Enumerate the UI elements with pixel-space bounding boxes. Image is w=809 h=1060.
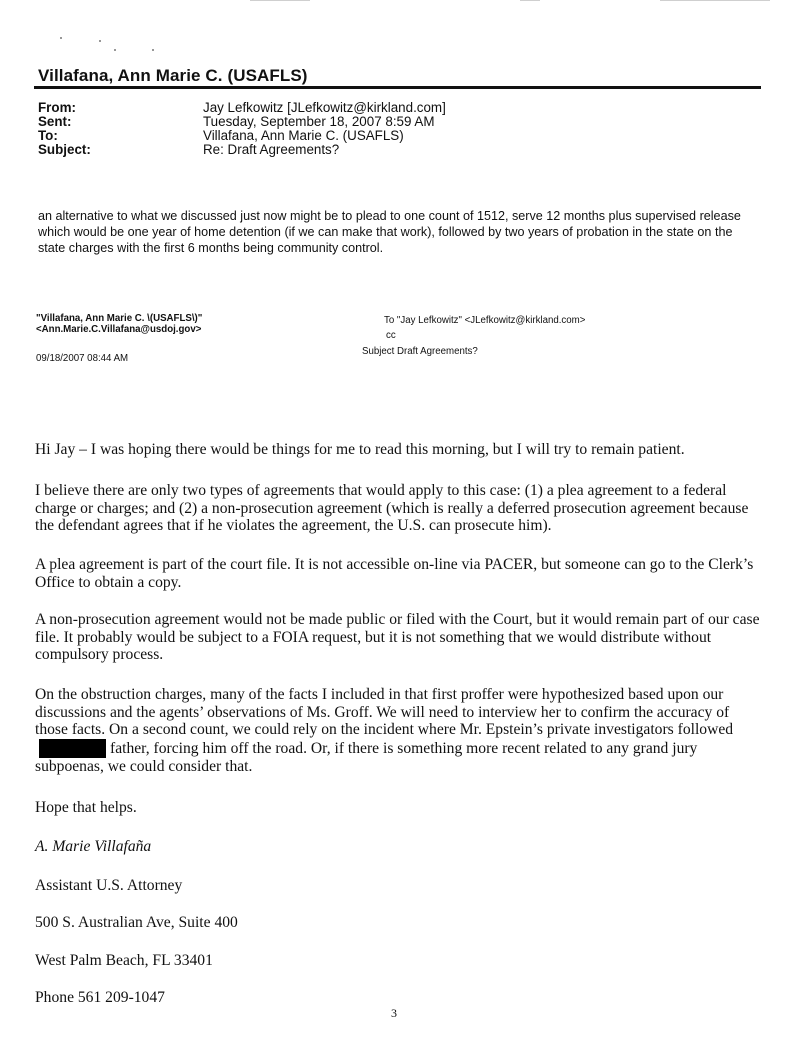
redaction-box bbox=[39, 739, 106, 758]
quoted-subject: Subject Draft Agreements? bbox=[362, 346, 478, 357]
title-rule bbox=[34, 86, 761, 89]
scan-speck bbox=[114, 49, 116, 51]
header-value: Tuesday, September 18, 2007 8:59 AM bbox=[203, 114, 435, 129]
header-row-from bbox=[38, 101, 446, 115]
scan-edge-line bbox=[250, 0, 310, 1]
quoted-from-email: <Ann.Marie.C.Villafana@usdoj.gov> bbox=[36, 324, 202, 335]
signature-phone: Phone 561 209-1047 bbox=[35, 989, 165, 1006]
scan-edge-line bbox=[520, 0, 540, 1]
header-label: To: bbox=[38, 128, 58, 143]
obstruction-text-after: father, forcing him off the road. Or, if there is something more recent related to any grand jury subpoenas, we could consider that. bbox=[35, 739, 698, 775]
body-paragraph-agreement-types: I believe there are only two types of agreements that would apply to this case: (1) a plea agreement to a federal charge or charges; and (2) a non-prosecution agreement (which is really a deferred prosecution agreement because the defendant agrees that if he violates the agreement, the U.S. can prosecute him). bbox=[35, 482, 749, 534]
header-label: Sent: bbox=[38, 114, 72, 129]
header-value: Re: Draft Agreements? bbox=[203, 142, 340, 157]
reply-body: an alternative to what we discussed just now might be to plead to one count of 1512, serve 12 months plus supervised release which would be one year of home detention (if we can make that work), followed by two years of probation in the state on the state charges with the first 6 months being community control. bbox=[38, 209, 741, 255]
body-paragraph-closing: Hope that helps. bbox=[35, 799, 137, 816]
header-label: From: bbox=[38, 100, 76, 115]
page-number: 3 bbox=[391, 1006, 397, 1020]
email-header bbox=[38, 101, 446, 157]
header-row-subject bbox=[38, 143, 446, 157]
signature-name: A. Marie Villafaña bbox=[35, 838, 152, 855]
header-value: Villafana, Ann Marie C. (USAFLS) bbox=[203, 128, 404, 143]
header-row-to bbox=[38, 129, 446, 143]
header-label: Subject: bbox=[38, 142, 91, 157]
scan-speck bbox=[99, 40, 101, 42]
quoted-from-name: "Villafana, Ann Marie C. \(USAFLS\)" bbox=[36, 313, 203, 324]
scan-edge-line bbox=[660, 0, 770, 1]
body-paragraph-plea: A plea agreement is part of the court file. It is not accessible on-line via PACER, but someone can go to the Clerk’s Office to obtain a copy. bbox=[35, 556, 754, 591]
quoted-cc: cc bbox=[386, 330, 396, 341]
body-paragraph-non-prosecution: A non-prosecution agreement would not be made public or filed with the Court, but it would remain part of our case file. It probably would be subject to a FOIA request, but it is not something that we would distribute without compulsory process. bbox=[35, 611, 760, 663]
signature-address-line1: 500 S. Australian Ave, Suite 400 bbox=[35, 914, 238, 931]
signature-address-line2: West Palm Beach, FL 33401 bbox=[35, 952, 213, 969]
document-title: Villafana, Ann Marie C. (USAFLS) bbox=[38, 66, 308, 85]
obstruction-text-before: On the obstruction charges, many of the facts I included in that first proffer were hypothesized based upon our discussions and the agents’ observations of Ms. Groff. We will need to interview her to confirm the accuracy of those facts. On a second count, we could rely on the incident where Mr. Epstein’s private investigators followed bbox=[35, 686, 734, 738]
quoted-to: To "Jay Lefkowitz" <JLefkowitz@kirkland.com> bbox=[384, 315, 586, 326]
header-row-sent bbox=[38, 115, 446, 129]
body-paragraph-greeting: Hi Jay – I was hoping there would be things for me to read this morning, but I will try to remain patient. bbox=[35, 441, 685, 458]
quoted-date: 09/18/2007 08:44 AM bbox=[36, 353, 129, 364]
signature-title: Assistant U.S. Attorney bbox=[35, 877, 183, 894]
header-value: Jay Lefkowitz [JLefkowitz@kirkland.com] bbox=[203, 100, 446, 115]
body-paragraph-obstruction bbox=[35, 686, 760, 775]
scan-speck bbox=[60, 37, 62, 39]
scan-speck bbox=[152, 49, 154, 51]
